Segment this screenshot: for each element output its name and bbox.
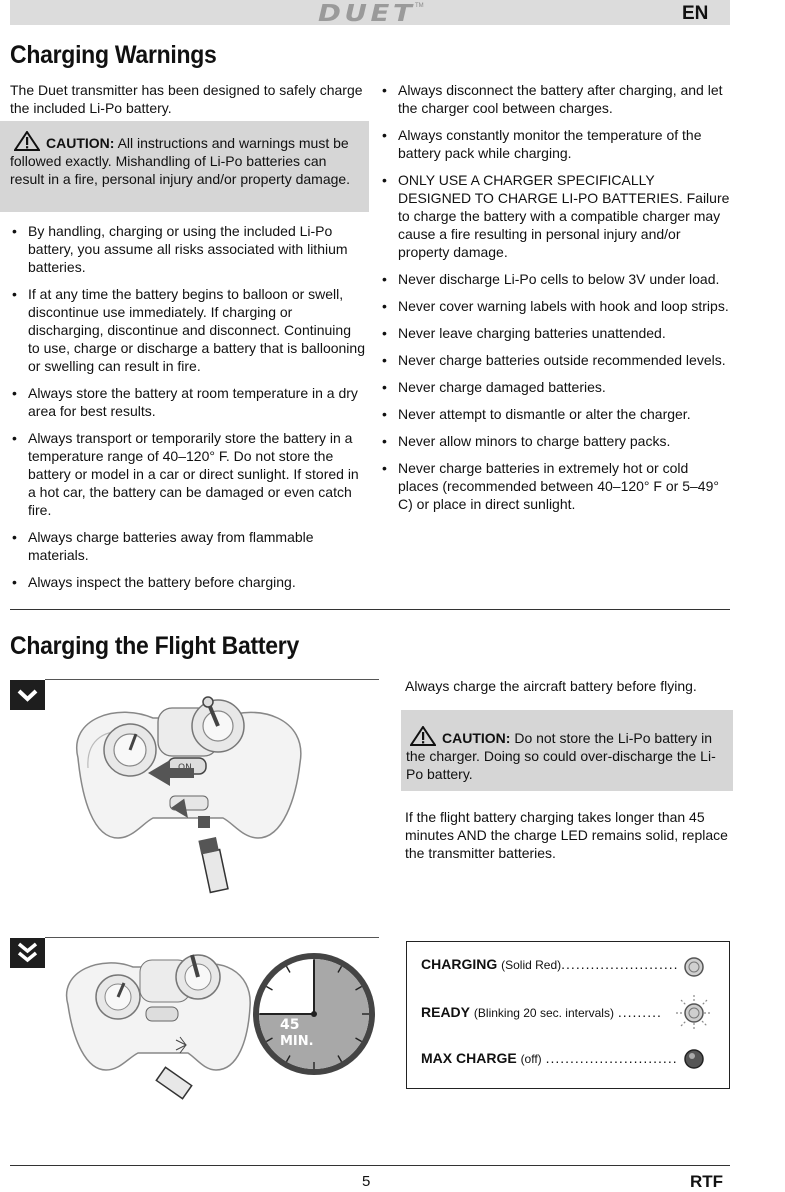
warning-triangle-icon bbox=[14, 131, 40, 151]
list-item: • Always store the battery at room temperature in a dry area for best results. bbox=[10, 384, 365, 420]
transmitter-illustration-1 bbox=[58, 688, 318, 903]
status-label: MAX CHARGE bbox=[421, 1050, 517, 1066]
led-solid-icon bbox=[681, 954, 707, 980]
list-item: • By handling, charging or using the included Li-Po battery, you assume all risks associated with lithium batteries. bbox=[10, 222, 365, 276]
status-label: READY bbox=[421, 1004, 471, 1020]
list-item: • Never attempt to dismantle or alter the charger. bbox=[380, 405, 730, 423]
list-item: • ONLY USE A CHARGER SPECIFICALLY DESIGNED TO CHARGE LI-PO BATTERIES. Failure to charge the battery with a compatible charger may cause a fire resulting in personal injury and/or property damage. bbox=[380, 171, 730, 261]
warning-list-left bbox=[10, 222, 365, 591]
list-item: • Never leave charging batteries unattended. bbox=[380, 324, 730, 342]
status-row-max-charge bbox=[421, 1050, 678, 1066]
status-leader: ........................... bbox=[545, 1050, 678, 1066]
section-divider bbox=[10, 609, 730, 610]
caution-text: Do not store the Li-Po battery in the charger. Doing so could over-discharge the Li-Po battery. bbox=[406, 730, 716, 782]
chevron-down-icon bbox=[10, 680, 45, 710]
list-item: • Never allow minors to charge battery packs. bbox=[380, 432, 730, 450]
list-item: • Never discharge Li-Po cells to below 3V under load. bbox=[380, 270, 730, 288]
led-blinking-icon bbox=[675, 994, 713, 1032]
caution-label: CAUTION: bbox=[442, 730, 511, 746]
section-title-charging-warnings: Charging Warnings bbox=[10, 41, 217, 69]
caution-label: CAUTION: bbox=[46, 135, 115, 151]
trademark: TM bbox=[415, 3, 424, 9]
list-item: • Always charge batteries away from flammable materials. bbox=[10, 528, 365, 564]
charging-time-note: If the flight battery charging takes longer than 45 minutes AND the charge LED remains solid, replace the transmitter batteries. bbox=[405, 809, 728, 861]
list-item: • Always constantly monitor the temperature of the battery pack while charging. bbox=[380, 126, 730, 162]
warning-triangle-icon bbox=[410, 726, 436, 746]
caution-text: All instructions and warnings must be followed exactly. Mishandling of Li-Po batteries can result in a fire, personal injury and/or property damage. bbox=[10, 135, 351, 187]
list-item: • Never cover warning labels with hook and loop strips. bbox=[380, 297, 730, 315]
status-label: CHARGING bbox=[421, 956, 498, 972]
caution-box bbox=[0, 121, 369, 212]
timer-value: 45 bbox=[280, 1017, 300, 1033]
footer-rule bbox=[10, 1165, 730, 1166]
edition-label: RTF bbox=[690, 1172, 724, 1191]
led-off-icon bbox=[681, 1046, 707, 1072]
step-rule bbox=[45, 679, 379, 680]
status-detail: (Blinking 20 sec. intervals) bbox=[473, 1006, 614, 1020]
timer-clock-icon bbox=[250, 950, 378, 1078]
status-detail: (off) bbox=[520, 1052, 542, 1066]
page-number: 5 bbox=[362, 1173, 371, 1190]
transmitter-illustration-2 bbox=[58, 945, 258, 1105]
language-label: EN bbox=[682, 3, 709, 24]
double-chevron-down-icon bbox=[10, 938, 45, 968]
caution-box-storage bbox=[401, 710, 733, 791]
warning-list-right bbox=[380, 81, 730, 513]
status-leader: ........................ bbox=[561, 956, 679, 972]
duet-logo: DUET bbox=[318, 1, 416, 27]
step-2-icon bbox=[10, 938, 45, 968]
list-item: • Never charge batteries in extremely hot or cold places (recommended between 40–120° F or 5–49° C) or place in direct sunlight. bbox=[380, 459, 730, 513]
status-row-ready bbox=[421, 1004, 662, 1020]
charge-before-flying-text: Always charge the aircraft battery before flying. bbox=[405, 678, 697, 694]
list-item: • Always inspect the battery before charging. bbox=[10, 573, 365, 591]
status-leader: ......... bbox=[617, 1004, 662, 1020]
step-rule bbox=[45, 937, 379, 938]
list-item: • If at any time the battery begins to balloon or swell, discontinue use immediately. If charging or discharging, discontinue and disconnect. Continuing to use, charge or discharge a battery that is ballooning or swelling can result in fire. bbox=[10, 285, 365, 375]
list-item: • Always transport or temporarily store the battery in a temperature range of 40–120° F. Do not store the battery or model in a car or direct sunlight. If stored in a hot car, the battery can be damaged or even catch fire. bbox=[10, 429, 365, 519]
list-item: • Always disconnect the battery after charging, and let the charger cool between charges. bbox=[380, 81, 730, 117]
section-title-charging-flight-battery: Charging the Flight Battery bbox=[10, 632, 300, 660]
timer-unit: MIN. bbox=[280, 1034, 314, 1049]
status-detail: (Solid Red) bbox=[501, 958, 562, 972]
status-row-charging bbox=[421, 956, 679, 972]
intro-paragraph: The Duet transmitter has been designed to safely charge the included Li-Po battery. bbox=[10, 82, 363, 116]
step-1-icon bbox=[10, 680, 45, 710]
list-item: • Never charge batteries outside recommended levels. bbox=[380, 351, 730, 369]
list-item: • Never charge damaged batteries. bbox=[380, 378, 730, 396]
led-status-legend bbox=[406, 941, 730, 1089]
